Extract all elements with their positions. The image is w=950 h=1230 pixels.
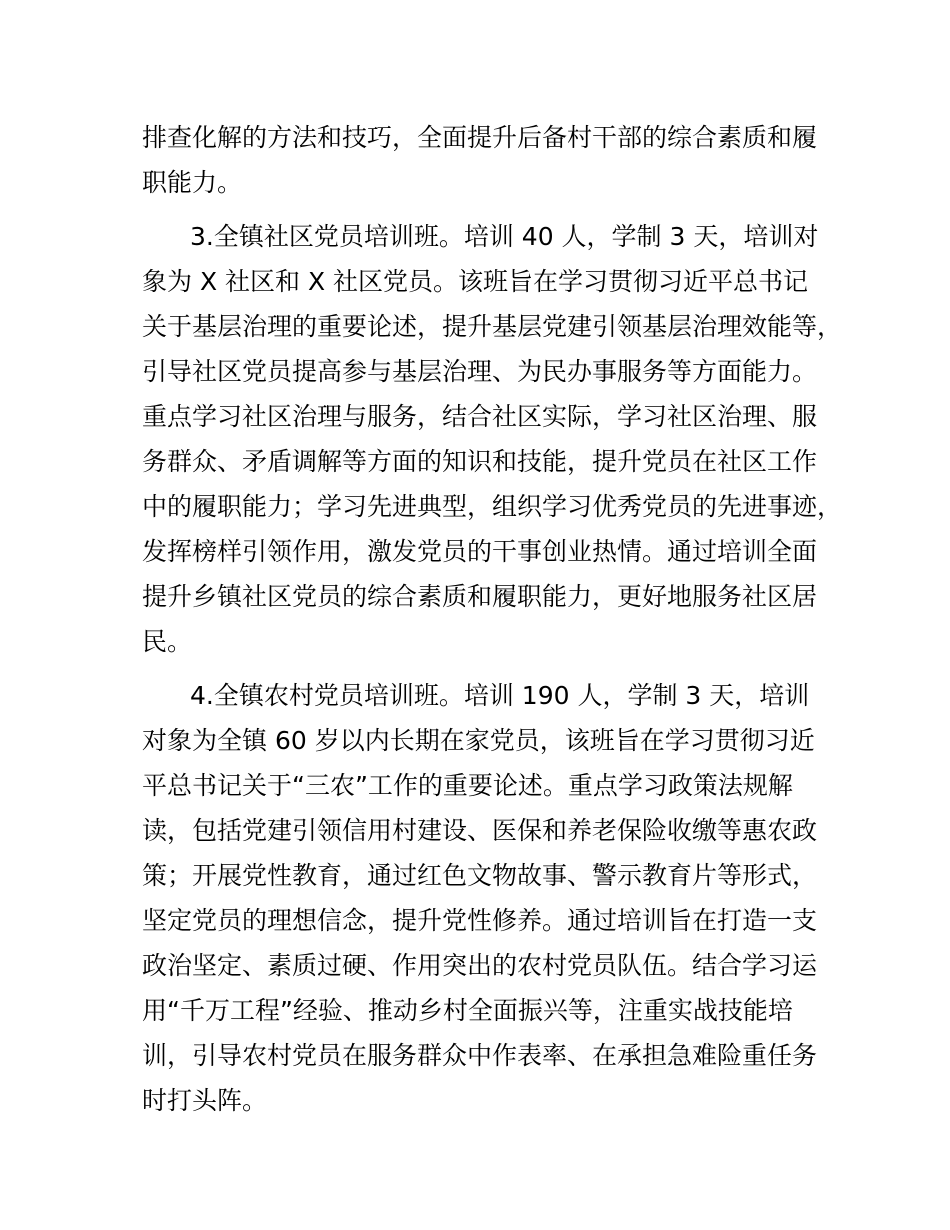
text-line: 民。 [142, 627, 193, 656]
text-line: 务群众、矛盾调解等方面的知识和技能，提升党员在社区工作 [142, 447, 818, 476]
text-line: 引导社区党员提高参与基层治理、为民办事服务等方面能力。 [142, 357, 818, 386]
text-line: 发挥榜样引领作用，激发党员的干事创业热情。通过培训全面 [142, 537, 818, 566]
text-line: 坚定党员的理想信念，提升党性修养。通过培训旨在打造一支 [142, 906, 818, 935]
text-line: 训，引导农村党员在服务群众中作表率、在承担急难险重任务 [142, 1041, 818, 1070]
text-line: 排查化解的方法和技巧，全面提升后备村干部的综合素质和履 [142, 123, 818, 152]
text-line: 平总书记关于“三农”工作的重要论述。重点学习政策法规解 [142, 771, 793, 800]
text-line: 职能力。 [142, 168, 243, 197]
text-line: 策；开展党性教育，通过红色文物故事、警示教育片等形式， [142, 861, 818, 890]
text-line: 读，包括党建引领信用村建设、医保和养老保险收缴等惠农政 [142, 816, 818, 845]
text-line: 象为 X 社区和 X 社区党员。该班旨在学习贯彻习近平总书记 [142, 267, 809, 296]
text-line: 中的履职能力；学习先进典型，组织学习优秀党员的先进事迹， [142, 492, 843, 521]
text-line: 4.全镇农村党员培训班。培训 190 人，学制 3 天，培训 [190, 681, 810, 710]
text-line: 3.全镇社区党员培训班。培训 40 人，学制 3 天，培训对 [190, 222, 819, 251]
text-line: 政治坚定、素质过硬、作用突出的农村党员队伍。结合学习运 [142, 951, 818, 980]
text-line: 用“千万工程”经验、推动乡村全面振兴等，注重实战技能培 [142, 996, 793, 1025]
text-line: 提升乡镇社区党员的综合素质和履职能力，更好地服务社区居 [142, 582, 818, 611]
text-line: 对象为全镇 60 岁以内长期在家党员，该班旨在学习贯彻习近 [142, 726, 815, 755]
text-line: 重点学习社区治理与服务，结合社区实际，学习社区治理、服 [142, 402, 818, 431]
text-line: 时打头阵。 [142, 1086, 268, 1115]
text-line: 关于基层治理的重要论述，提升基层党建引领基层治理效能等， [142, 312, 843, 341]
